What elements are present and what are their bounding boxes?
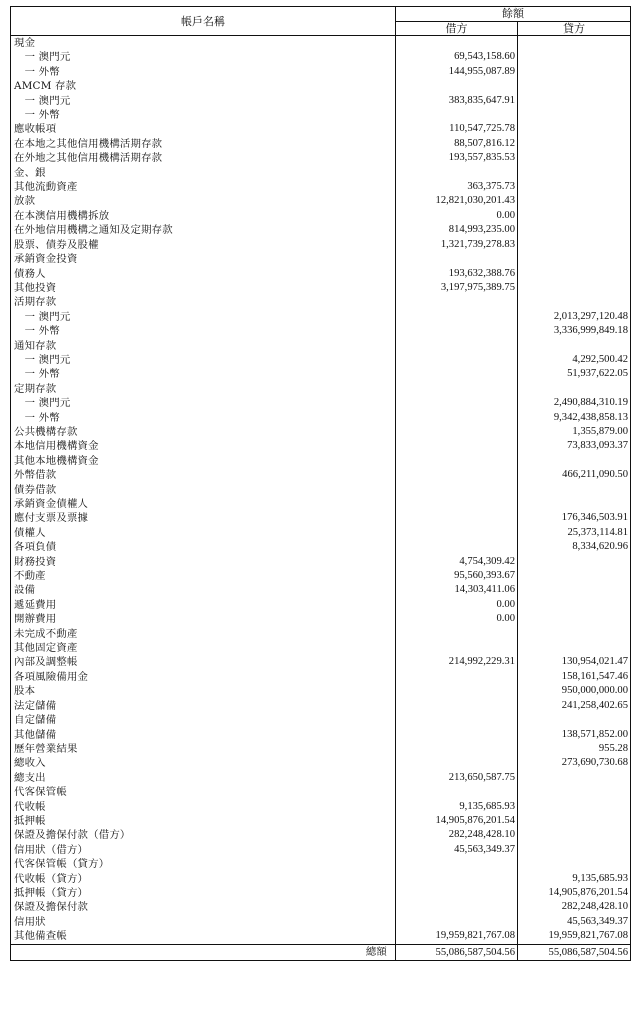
debit-amount: 12,821,030,201.43 bbox=[396, 194, 518, 208]
table-row bbox=[11, 367, 631, 381]
credit-amount bbox=[518, 223, 631, 237]
credit-amount: 466,211,090.50 bbox=[518, 468, 631, 482]
account-name: 其他本地機構資金 bbox=[11, 454, 396, 468]
account-name: 一 澳門元 bbox=[11, 353, 396, 367]
table-row bbox=[11, 137, 631, 151]
table-row bbox=[11, 295, 631, 309]
debit-amount bbox=[396, 411, 518, 425]
credit-amount bbox=[518, 627, 631, 641]
debit-amount bbox=[396, 468, 518, 482]
debit-amount: 383,835,647.91 bbox=[396, 94, 518, 108]
credit-amount bbox=[518, 281, 631, 295]
table-row bbox=[11, 396, 631, 410]
credit-amount bbox=[518, 785, 631, 799]
debit-amount: 19,959,821,767.08 bbox=[396, 929, 518, 944]
total-row bbox=[11, 944, 631, 960]
table-row bbox=[11, 915, 631, 929]
debit-amount bbox=[396, 382, 518, 396]
table-row bbox=[11, 728, 631, 742]
balance-header: 餘額 bbox=[396, 7, 631, 22]
credit-amount: 282,248,428.10 bbox=[518, 900, 631, 914]
account-name: 代客保管帳 bbox=[11, 785, 396, 799]
table-row bbox=[11, 166, 631, 180]
table-row bbox=[11, 339, 631, 353]
debit-amount: 45,563,349.37 bbox=[396, 843, 518, 857]
table-row bbox=[11, 50, 631, 64]
debit-amount: 3,197,975,389.75 bbox=[396, 281, 518, 295]
credit-amount: 51,937,622.05 bbox=[518, 367, 631, 381]
debit-amount: 69,543,158.60 bbox=[396, 50, 518, 64]
credit-amount bbox=[518, 339, 631, 353]
account-name: 承銷資金投資 bbox=[11, 252, 396, 266]
credit-amount bbox=[518, 122, 631, 136]
debit-amount bbox=[396, 425, 518, 439]
debit-amount bbox=[396, 857, 518, 871]
table-row bbox=[11, 353, 631, 367]
account-name: 金、銀 bbox=[11, 166, 396, 180]
credit-amount bbox=[518, 166, 631, 180]
credit-amount bbox=[518, 36, 631, 51]
credit-amount: 25,373,114.81 bbox=[518, 526, 631, 540]
account-name: 總收入 bbox=[11, 756, 396, 770]
account-name: 在外地之其他信用機構活期存款 bbox=[11, 151, 396, 165]
account-rows bbox=[11, 36, 631, 945]
debit-amount bbox=[396, 166, 518, 180]
debit-amount bbox=[396, 367, 518, 381]
account-name: 現金 bbox=[11, 36, 396, 51]
table-row bbox=[11, 756, 631, 770]
account-name: 應付支票及票據 bbox=[11, 511, 396, 525]
account-name: 活期存款 bbox=[11, 295, 396, 309]
credit-amount bbox=[518, 843, 631, 857]
debit-amount bbox=[396, 785, 518, 799]
account-name: 保證及擔保付款 bbox=[11, 900, 396, 914]
debit-amount: 214,992,229.31 bbox=[396, 655, 518, 669]
account-name: 一 澳門元 bbox=[11, 396, 396, 410]
credit-amount: 1,355,879.00 bbox=[518, 425, 631, 439]
debit-amount: 88,507,816.12 bbox=[396, 137, 518, 151]
account-name: 一 外幣 bbox=[11, 65, 396, 79]
debit-amount bbox=[396, 439, 518, 453]
table-row bbox=[11, 483, 631, 497]
account-name: 遞延費用 bbox=[11, 598, 396, 612]
table-row bbox=[11, 569, 631, 583]
debit-amount bbox=[396, 108, 518, 122]
credit-amount: 130,954,021.47 bbox=[518, 655, 631, 669]
credit-amount: 4,292,500.42 bbox=[518, 353, 631, 367]
table-row bbox=[11, 555, 631, 569]
credit-amount: 138,571,852.00 bbox=[518, 728, 631, 742]
table-row bbox=[11, 252, 631, 266]
table-row bbox=[11, 540, 631, 554]
credit-amount: 955.28 bbox=[518, 742, 631, 756]
account-name: 一 外幣 bbox=[11, 108, 396, 122]
credit-amount bbox=[518, 828, 631, 842]
account-name: 應收帳項 bbox=[11, 122, 396, 136]
account-name: AMCM 存款 bbox=[11, 79, 396, 93]
debit-amount bbox=[396, 699, 518, 713]
account-name: 公共機構存款 bbox=[11, 425, 396, 439]
debit-amount: 363,375.73 bbox=[396, 180, 518, 194]
credit-amount bbox=[518, 598, 631, 612]
debit-amount bbox=[396, 353, 518, 367]
table-row bbox=[11, 267, 631, 281]
account-name: 在本地之其他信用機構活期存款 bbox=[11, 137, 396, 151]
table-row bbox=[11, 857, 631, 871]
credit-amount: 14,905,876,201.54 bbox=[518, 886, 631, 900]
debit-amount: 0.00 bbox=[396, 209, 518, 223]
credit-amount: 19,959,821,767.08 bbox=[518, 929, 631, 944]
debit-amount: 0.00 bbox=[396, 598, 518, 612]
account-name: 其他儲備 bbox=[11, 728, 396, 742]
credit-amount bbox=[518, 497, 631, 511]
table-row bbox=[11, 310, 631, 324]
account-name: 債務人 bbox=[11, 267, 396, 281]
account-name: 設備 bbox=[11, 583, 396, 597]
credit-amount bbox=[518, 194, 631, 208]
credit-amount: 176,346,503.91 bbox=[518, 511, 631, 525]
table-row bbox=[11, 194, 631, 208]
table-row bbox=[11, 583, 631, 597]
credit-amount: 8,334,620.96 bbox=[518, 540, 631, 554]
debit-amount bbox=[396, 670, 518, 684]
debit-amount: 4,754,309.42 bbox=[396, 555, 518, 569]
total-debit: 55,086,587,504.56 bbox=[396, 944, 518, 960]
debit-amount bbox=[396, 713, 518, 727]
table-row bbox=[11, 785, 631, 799]
debit-amount: 9,135,685.93 bbox=[396, 800, 518, 814]
table-row bbox=[11, 281, 631, 295]
credit-amount bbox=[518, 800, 631, 814]
table-row bbox=[11, 454, 631, 468]
debit-amount bbox=[396, 324, 518, 338]
table-row bbox=[11, 511, 631, 525]
debit-amount bbox=[396, 886, 518, 900]
account-name: 放款 bbox=[11, 194, 396, 208]
account-name: 財務投資 bbox=[11, 555, 396, 569]
account-name: 其他投資 bbox=[11, 281, 396, 295]
table-row bbox=[11, 828, 631, 842]
credit-amount: 45,563,349.37 bbox=[518, 915, 631, 929]
total-credit: 55,086,587,504.56 bbox=[518, 944, 631, 960]
table-row bbox=[11, 382, 631, 396]
table-row bbox=[11, 425, 631, 439]
debit-amount bbox=[396, 454, 518, 468]
table-row bbox=[11, 497, 631, 511]
account-name: 股票、債券及股權 bbox=[11, 238, 396, 252]
table-row bbox=[11, 713, 631, 727]
debit-amount bbox=[396, 526, 518, 540]
debit-amount bbox=[396, 511, 518, 525]
table-row bbox=[11, 612, 631, 626]
account-name-header: 帳戶名稱 bbox=[11, 7, 396, 36]
debit-amount: 144,955,087.89 bbox=[396, 65, 518, 79]
credit-amount bbox=[518, 79, 631, 93]
table-row bbox=[11, 843, 631, 857]
account-name: 一 澳門元 bbox=[11, 50, 396, 64]
table-row bbox=[11, 742, 631, 756]
debit-amount bbox=[396, 540, 518, 554]
credit-header: 貸方 bbox=[518, 21, 631, 36]
table-row bbox=[11, 36, 631, 51]
table-row bbox=[11, 439, 631, 453]
total-label: 總額 bbox=[11, 944, 396, 960]
table-row bbox=[11, 122, 631, 136]
accounts-table bbox=[10, 6, 631, 961]
account-name: 代收帳 bbox=[11, 800, 396, 814]
account-name: 抵押帳 bbox=[11, 814, 396, 828]
table-row bbox=[11, 814, 631, 828]
credit-amount bbox=[518, 252, 631, 266]
table-row bbox=[11, 411, 631, 425]
table-row bbox=[11, 900, 631, 914]
credit-amount bbox=[518, 50, 631, 64]
account-name: 承銷資金債權人 bbox=[11, 497, 396, 511]
credit-amount bbox=[518, 814, 631, 828]
account-name: 代收帳（貸方） bbox=[11, 872, 396, 886]
debit-amount bbox=[396, 36, 518, 51]
table-row bbox=[11, 699, 631, 713]
debit-amount: 213,650,587.75 bbox=[396, 771, 518, 785]
table-row bbox=[11, 598, 631, 612]
debit-amount bbox=[396, 627, 518, 641]
credit-amount bbox=[518, 382, 631, 396]
table-row bbox=[11, 800, 631, 814]
credit-amount bbox=[518, 108, 631, 122]
credit-amount bbox=[518, 857, 631, 871]
debit-amount bbox=[396, 79, 518, 93]
account-name: 本地信用機構資金 bbox=[11, 439, 396, 453]
table-row bbox=[11, 151, 631, 165]
account-name: 其他流動資產 bbox=[11, 180, 396, 194]
table-row bbox=[11, 468, 631, 482]
debit-amount: 1,321,739,278.83 bbox=[396, 238, 518, 252]
credit-amount: 3,336,999,849.18 bbox=[518, 324, 631, 338]
account-name: 其他固定資產 bbox=[11, 641, 396, 655]
account-name: 一 外幣 bbox=[11, 324, 396, 338]
debit-amount bbox=[396, 872, 518, 886]
account-name: 信用狀 bbox=[11, 915, 396, 929]
table-row bbox=[11, 79, 631, 93]
account-name: 在外地信用機構之通知及定期存款 bbox=[11, 223, 396, 237]
account-name: 其他備查帳 bbox=[11, 929, 396, 944]
credit-amount: 9,135,685.93 bbox=[518, 872, 631, 886]
credit-amount bbox=[518, 65, 631, 79]
balance-sheet bbox=[10, 6, 630, 961]
account-name: 債權人 bbox=[11, 526, 396, 540]
account-name: 一 澳門元 bbox=[11, 94, 396, 108]
table-row bbox=[11, 872, 631, 886]
credit-amount bbox=[518, 454, 631, 468]
account-name: 股本 bbox=[11, 684, 396, 698]
credit-amount bbox=[518, 555, 631, 569]
debit-amount bbox=[396, 310, 518, 324]
debit-amount bbox=[396, 339, 518, 353]
account-name: 自定儲備 bbox=[11, 713, 396, 727]
credit-amount: 2,490,884,310.19 bbox=[518, 396, 631, 410]
account-name: 債券借款 bbox=[11, 483, 396, 497]
debit-amount bbox=[396, 684, 518, 698]
credit-amount bbox=[518, 713, 631, 727]
debit-amount bbox=[396, 900, 518, 914]
table-row bbox=[11, 209, 631, 223]
account-name: 在本澳信用機構拆放 bbox=[11, 209, 396, 223]
credit-amount bbox=[518, 151, 631, 165]
account-name: 一 外幣 bbox=[11, 367, 396, 381]
account-name: 內部及調整帳 bbox=[11, 655, 396, 669]
table-row bbox=[11, 684, 631, 698]
debit-amount: 0.00 bbox=[396, 612, 518, 626]
debit-amount: 110,547,725.78 bbox=[396, 122, 518, 136]
debit-header: 借方 bbox=[396, 21, 518, 36]
credit-amount bbox=[518, 483, 631, 497]
credit-amount bbox=[518, 569, 631, 583]
table-row bbox=[11, 641, 631, 655]
account-name: 信用狀（借方） bbox=[11, 843, 396, 857]
credit-amount: 950,000,000.00 bbox=[518, 684, 631, 698]
credit-amount: 2,013,297,120.48 bbox=[518, 310, 631, 324]
credit-amount bbox=[518, 137, 631, 151]
debit-amount: 14,303,411.06 bbox=[396, 583, 518, 597]
debit-amount: 814,993,235.00 bbox=[396, 223, 518, 237]
table-row bbox=[11, 886, 631, 900]
credit-amount: 241,258,402.65 bbox=[518, 699, 631, 713]
credit-amount bbox=[518, 641, 631, 655]
table-row bbox=[11, 324, 631, 338]
debit-amount: 14,905,876,201.54 bbox=[396, 814, 518, 828]
debit-amount bbox=[396, 728, 518, 742]
debit-amount bbox=[396, 641, 518, 655]
debit-amount bbox=[396, 295, 518, 309]
debit-amount: 193,632,388.76 bbox=[396, 267, 518, 281]
debit-amount bbox=[396, 756, 518, 770]
credit-amount bbox=[518, 238, 631, 252]
account-name: 抵押帳（貸方） bbox=[11, 886, 396, 900]
account-name: 定期存款 bbox=[11, 382, 396, 396]
table-row bbox=[11, 108, 631, 122]
account-name: 一 澳門元 bbox=[11, 310, 396, 324]
table-row bbox=[11, 65, 631, 79]
account-name: 外幣借款 bbox=[11, 468, 396, 482]
credit-amount bbox=[518, 180, 631, 194]
account-name: 開辦費用 bbox=[11, 612, 396, 626]
debit-amount bbox=[396, 252, 518, 266]
credit-amount bbox=[518, 583, 631, 597]
table-row bbox=[11, 670, 631, 684]
credit-amount bbox=[518, 612, 631, 626]
account-name: 歷年營業結果 bbox=[11, 742, 396, 756]
account-name: 各項負債 bbox=[11, 540, 396, 554]
table-row bbox=[11, 94, 631, 108]
account-name: 代客保管帳（貸方） bbox=[11, 857, 396, 871]
account-name: 未完成不動產 bbox=[11, 627, 396, 641]
credit-amount bbox=[518, 94, 631, 108]
credit-amount bbox=[518, 295, 631, 309]
debit-amount: 95,560,393.67 bbox=[396, 569, 518, 583]
account-name: 總支出 bbox=[11, 771, 396, 785]
debit-amount: 193,557,835.53 bbox=[396, 151, 518, 165]
debit-amount bbox=[396, 742, 518, 756]
account-name: 保證及擔保付款（借方） bbox=[11, 828, 396, 842]
table-row bbox=[11, 180, 631, 194]
credit-amount bbox=[518, 771, 631, 785]
account-name: 不動產 bbox=[11, 569, 396, 583]
credit-amount: 73,833,093.37 bbox=[518, 439, 631, 453]
table-row bbox=[11, 627, 631, 641]
table-row bbox=[11, 526, 631, 540]
table-row bbox=[11, 655, 631, 669]
credit-amount bbox=[518, 209, 631, 223]
account-name: 一 外幣 bbox=[11, 411, 396, 425]
debit-amount: 282,248,428.10 bbox=[396, 828, 518, 842]
debit-amount bbox=[396, 483, 518, 497]
account-name: 法定儲備 bbox=[11, 699, 396, 713]
credit-amount bbox=[518, 267, 631, 281]
table-row bbox=[11, 223, 631, 237]
account-name: 各項風險備用金 bbox=[11, 670, 396, 684]
account-name: 通知存款 bbox=[11, 339, 396, 353]
table-row bbox=[11, 238, 631, 252]
table-row bbox=[11, 771, 631, 785]
credit-amount: 158,161,547.46 bbox=[518, 670, 631, 684]
credit-amount: 273,690,730.68 bbox=[518, 756, 631, 770]
debit-amount bbox=[396, 497, 518, 511]
debit-amount bbox=[396, 396, 518, 410]
table-row bbox=[11, 929, 631, 944]
credit-amount: 9,342,438,858.13 bbox=[518, 411, 631, 425]
debit-amount bbox=[396, 915, 518, 929]
